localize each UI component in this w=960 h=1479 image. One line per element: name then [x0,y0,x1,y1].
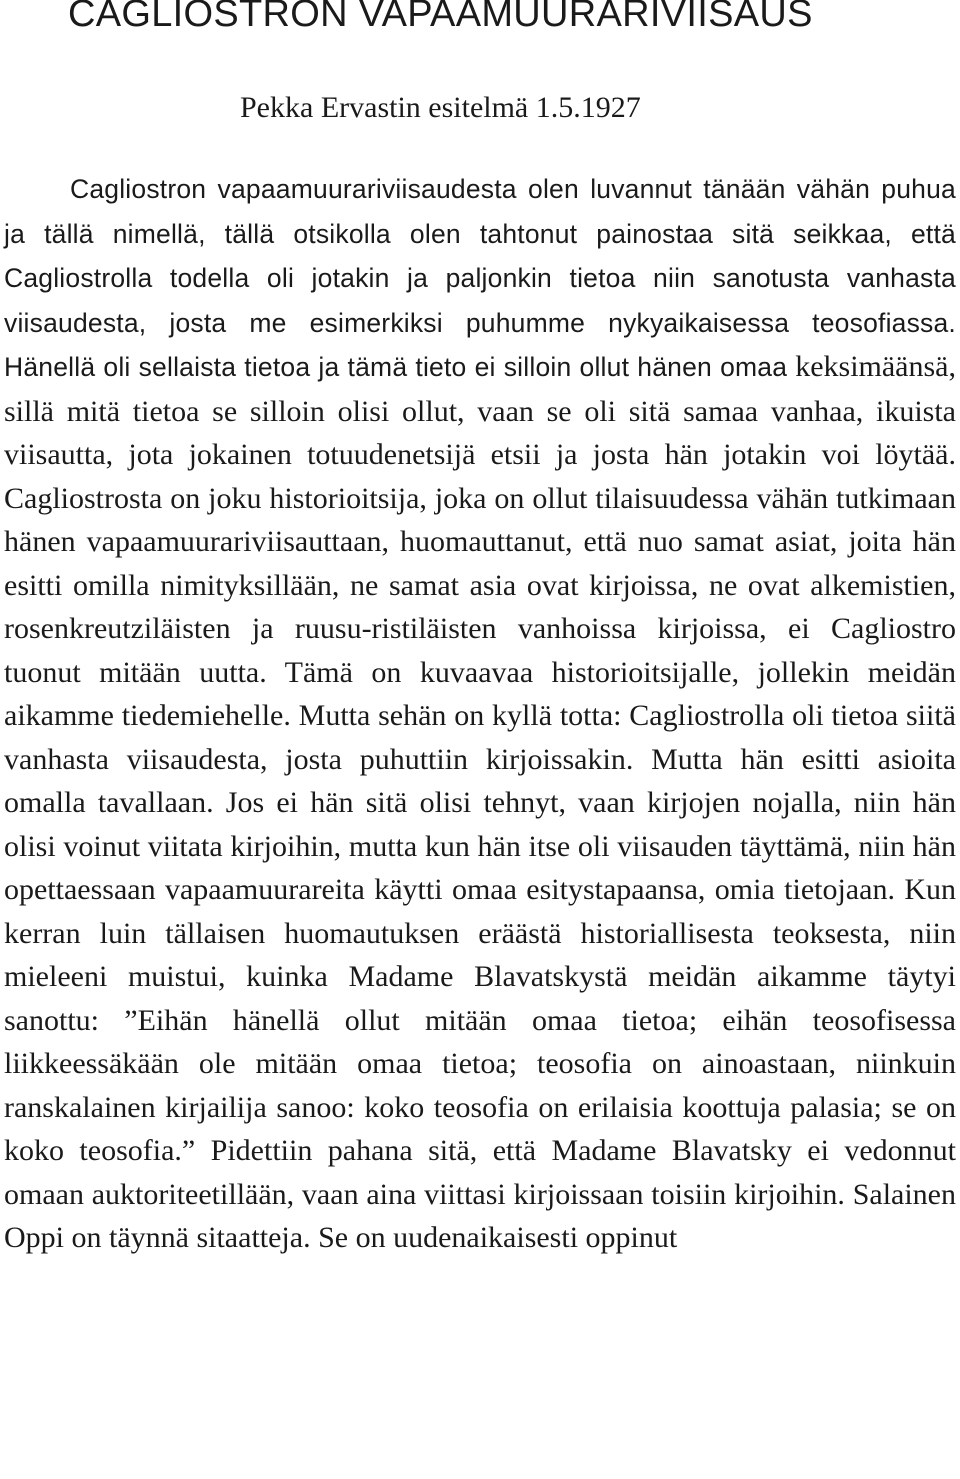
body-paragraph [4,167,956,1260]
paragraph-segment-3: Cagliostrosta on joku historioitsija, joka on ollut tilaisuudessa vähän tutkimaan hänen vapaamuurariviisauttaan, huomauttanut, että nuo samat asiat, joita hän esitti omilla nimityksillään, ne samat asia ovat kirjoissa, ne ovat alkemistien, rosenkreutziläisten ja ruusu-ristiläisten vanhoissa kirjoissa, ei Cagliostro tuonut mitään uutta. Tämä on kuvaavaa historioitsijalle, jollekin meidän aikamme tiedemiehelle. Mutta sehän on kyllä totta: Cagliostrolla oli tietoa siitä vanhasta viisaudesta, josta puhuttiin kirjoissakin. Mutta hän esitti asioita omalla tavallaan. Jos ei hän sitä olisi tehnyt, vaan kirjojen nojalla, niin hän olisi voinut viitata kirjoihin, mutta kun hän itse oli viisauden täyttämä, niin hän opettaessaan vapaamuurareita käytti omaa esitystapaansa, omia tietojaan. Kun kerran luin tällaisen huomautuksen eräästä historiallisesta teoksesta, niin mieleeni muistui, kuinka Madame Blavatskystä meidän aikamme täytyi sanottu: ”Eihän hänellä ollut mitään omaa tietoa; eihän teosofisessa liikkeessäkään ole mitään omaa tietoa; teosofia on ainoastaan, niinkuin ranskalainen kirjailija sanoo: koko teosofia on erilaisia koottuja palasia; se on koko teosofia.” Pidettiin pahana sitä, että Madame Blavatsky ei vedonnut omaan auktoriteetillään, vaan aina viittasi kirjoissaan toisiin kirjoihin. Salainen Oppi on täynnä sitaatteja. Se on uudenaikaisesti oppinut [4,481,956,1254]
document-subtitle: Pekka Ervastin esitelmä 1.5.1927 [240,91,641,124]
document-title: CAGLIOSTRON VAPAAMUURARIVIISAUS [68,0,813,35]
paragraph-segment-2: keksimäänsä, sillä mitä tietoa se silloin olisi ollut, vaan se oli sitä samaa vanhaa, ikuista viisautta, jota jokainen totuudenetsijä etsii ja josta hän jotakin voi löytää. [4,350,956,471]
paragraph-segment-1: Cagliostron vapaamuurariviisaudesta olen luvannut tänään vähän puhua ja tällä nimellä, tällä otsikolla olen tahtonut painostaa sitä seikkaa, että Cagliostrolla todella oli jotakin ja paljonkin tietoa niin sanotusta vanhasta viisaudesta, josta me esimerkiksi puhumme nykyaikaisessa teosofiassa. Hänellä oli sellaista tietoa ja tämä tieto ei silloin ollut hänen omaa [4,174,956,382]
